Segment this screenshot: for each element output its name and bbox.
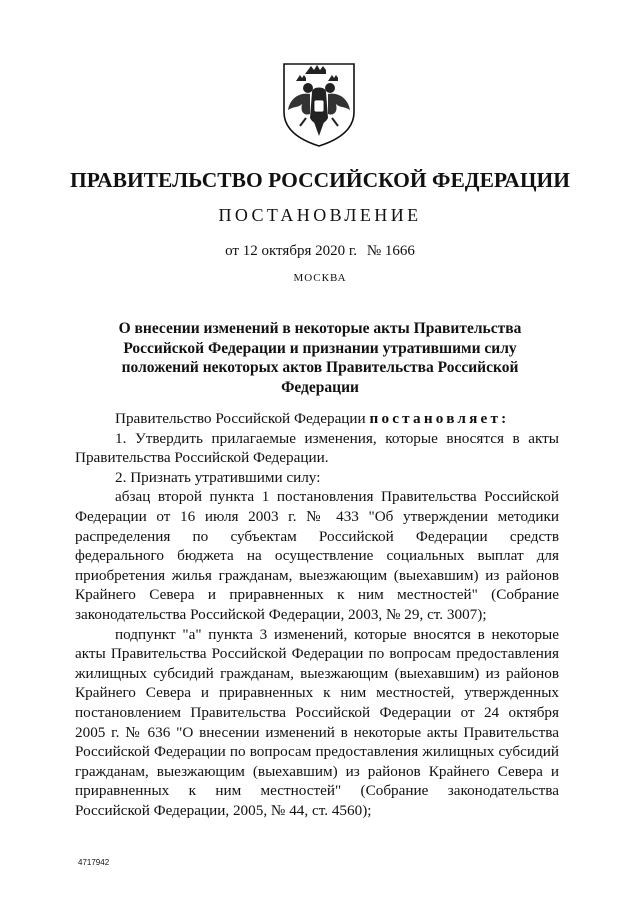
document-code: 4717942 <box>78 858 110 867</box>
document-number: № 1666 <box>366 243 415 259</box>
document-subject: О внесении изменений в некоторые акты Правительства Российской Федерации и признании утратившими силу положений некоторых актов Правительства Российской Федерации <box>118 320 522 396</box>
date-number-line <box>0 243 640 260</box>
government-title: ПРАВИТЕЛЬСТВО РОССИЙСКОЙ ФЕДЕРАЦИИ <box>69 168 570 192</box>
city: МОСКВА <box>293 272 347 284</box>
body-paragraph: абзац второй пункта 1 постановления Правительства Российской Федерации от 16 июля 2003 г. № 433 "Об утверждении методики распределения по субъектам Российской Федерации средств федерального бюджета на осуществление социальных выплат для приобретения жилья гражданам, выезжающим (выехавшим) из районов Крайнего Севера и приравненных к ним местностей" (Собрание законодательства Российской Федерации, 2003, № 29, ст. 3007); <box>75 488 559 623</box>
body-paragraph: 1. Утвердить прилагаемые изменения, которые вносятся в акты Правительства Российской Федерации. <box>75 429 559 467</box>
document-body <box>75 409 559 820</box>
intro-paragraph <box>75 409 559 429</box>
document-type: ПОСТАНОВЛЕНИЕ <box>218 205 422 225</box>
intro-prefix: Правительство Российской Федерации <box>115 410 370 427</box>
document-date: от 12 октября 2020 г. <box>225 243 358 259</box>
coat-of-arms-icon <box>272 56 366 150</box>
body-paragraph: 2. Признать утратившими силу: <box>115 468 321 486</box>
intro-decision-word: постановляет: <box>369 410 510 427</box>
body-paragraph: подпункт "а" пункта 3 изменений, которые вносятся в некоторые акты Правительства Российской Федерации по вопросам предоставления жилищных субсидий гражданам, выезжающим (выехавшим) из районов Крайнего Севера и приравненных к ним местностей, утвержденных постановлением Правительства Российской Федерации от 24 октября 2005 г. № 636 "О внесении изменений в некоторые акты Правительства Российской Федерации по вопросам предоставления жилищных субсидий гражданам, выезжающим (выехавшим) из районов Крайнего Севера и приравненных к ним местностей" (Собрание законодательства Российской Федерации, 2005, № 44, ст. 4560); <box>75 625 559 819</box>
